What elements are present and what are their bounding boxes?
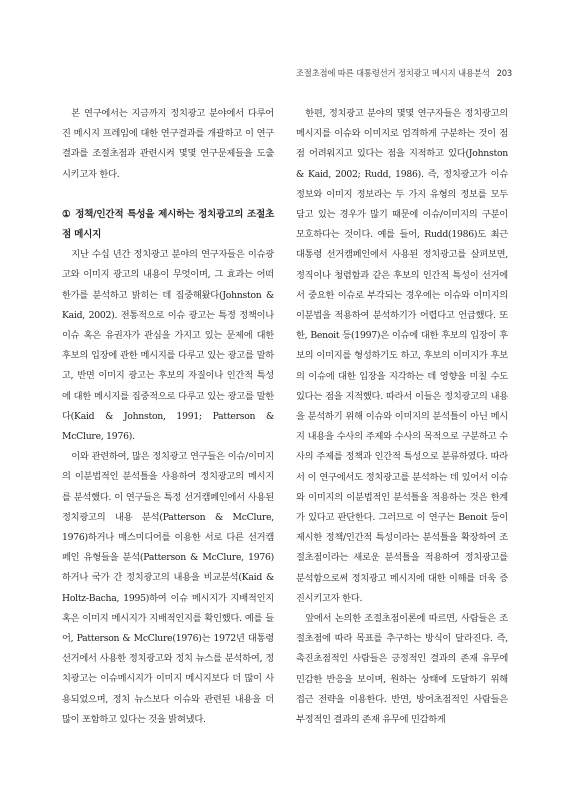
section-title: 정책/인간적 특성을 제시하는 정치광고의 조절초점 메시지: [62, 208, 274, 241]
body-paragraph: 앞에서 논의한 조절초점이론에 따르면, 사람들은 조절초점에 따라 목표를 추구하는 방식이 달라진다. 즉, 촉진초점적인 사람들은 긍정적인 결과의 존재 유무에 민감한 반응을 보이며, 원하는 상태에 도달하기 위해 접근 전략을 이용한다. 반면, 방어초점적인 사람들은 부정적인 결과의 존재 유무에 민감하게: [296, 613, 508, 726]
intro-paragraph: 본 연구에서는 지금까지 정치광고 분야에서 다루어진 메시지 프레임에 대한 연구결과를 개괄하고 이 연구결과를 조절초점과 관련시켜 몇몇 연구문제들을 도출시키고자 한다.: [62, 108, 274, 180]
body-paragraph: 이와 관련하여, 많은 정치광고 연구들은 이슈/이미지의 이분법적인 분석틀을 사용하여 정치광고의 메시지를 분석했다. 이 연구들은 특정 선거캠페인에서 사용된 정치광고의 내용 분석(Patterson & McClure, 1976)하거나 매스미디어를 이용한 서로 다른 선거캠페인 유형들을 분석(Patterson & McClure, 1976)하거나 국가 간 정치광고의 내용을 비교분석(Kaid & Holtz-Bacha, 1995)하여 이슈 메시지가 지배적인지 혹은 이미지 메시지가 지배적인지를 확인했다. 예를 들어, Patterson & McClure(1976)는 1972년 대통령선거에서 사용한 정치광고와 정치 뉴스를 분석하여, 정치광고는 이슈메시지가 이미지 메시지보다 더 많이 사용되었으며, 정치 뉴스보다 이슈와 관련된 내용을 더 많이 포함하고 있다는 것을 밝혀냈다.: [62, 451, 274, 725]
left-column: [62, 104, 274, 730]
body-paragraph: 한편, 정치광고 분야의 몇몇 연구자들은 정치광고의 메시지를 이슈와 이미지로 엄격하게 구분하는 것이 점점 어려워지고 있다는 점을 지적하고 있다(Johnston & Kaid, 2002; Rudd, 1986). 즉, 정치광고가 이슈 정보와 이미지 정보라는 두 가지 유형의 정보를 모두 담고 있는 경우가 많기 때문에 이슈/이미지의 구분이 모호하다는 것이다. 예를 들어, Rudd(1986)도 최근 대통령 선거캠페인에서 사용된 정치광고를 살펴보면, 정직이나 청렴함과 같은 후보의 인간적 특성이 선거에서 중요한 이슈로 부각되는 경우에는 이슈와 이미지의 이분법을 적용하여 분석하기가 어렵다고 언급했다. 또한, Benoit 등(1997)은 이슈에 대한 후보의 입장이 후보의 이미지를 형성하기도 하고, 후보의 이미지가 후보의 이슈에 대한 입장을 지각하는 데 영향을 미칠 수도 있다는 점을 지적했다. 따라서 이들은 정치광고의 내용을 분석하기 위해 이슈와 이미지의 분석틀이 아닌 메시지 내용을 수사의 주제와 수사의 목적으로 구분하고 수사의 주제를 정책과 인간적 특성으로 분류하였다. 따라서 이 연구에서도 정치광고를 분석하는 데 있어서 이슈와 이미지의 이분법적인 분석틀을 적용하는 것은 한계가 있다고 판단한다. 그러므로 이 연구는 Benoit 등이 제시한 정책/인간적 특성이라는 분석틀을 확장하여 조절초점이라는 새로운 분석틀을 적용하여 정치광고를 분석함으로써 정치광고 메시지에 대한 이해를 더욱 증진시키고자 한다.: [296, 108, 508, 604]
page-number: 203: [496, 68, 512, 78]
section-heading: [62, 205, 274, 245]
running-header-title: 조절초점에 따른 대통령선거 정치광고 메시지 내용분석: [295, 68, 490, 78]
section-number: ①: [62, 208, 72, 220]
right-column: [296, 104, 508, 730]
running-header: [296, 67, 512, 79]
body-paragraph: 지난 수십 년간 정치광고 분야의 연구자들은 이슈광고와 이미지 광고의 내용이 무엇이며, 그 효과는 어떠한가를 분석하고 밝히는 데 집중해왔다(Johnston & Kaid, 2002). 전통적으로 이슈 광고는 특정 정책이나 이슈 혹은 유권자가 관심을 가지고 있는 문제에 대한 후보의 입장에 관한 메시지를 다루고 있는 광고를 말하고, 반면 이미지 광고는 후보의 자질이나 인간적 특성에 대한 메시지를 집중적으로 다루고 있는 광고를 말한다(Kaid & Johnston, 1991; Patterson & McClure, 1976).: [62, 249, 274, 443]
